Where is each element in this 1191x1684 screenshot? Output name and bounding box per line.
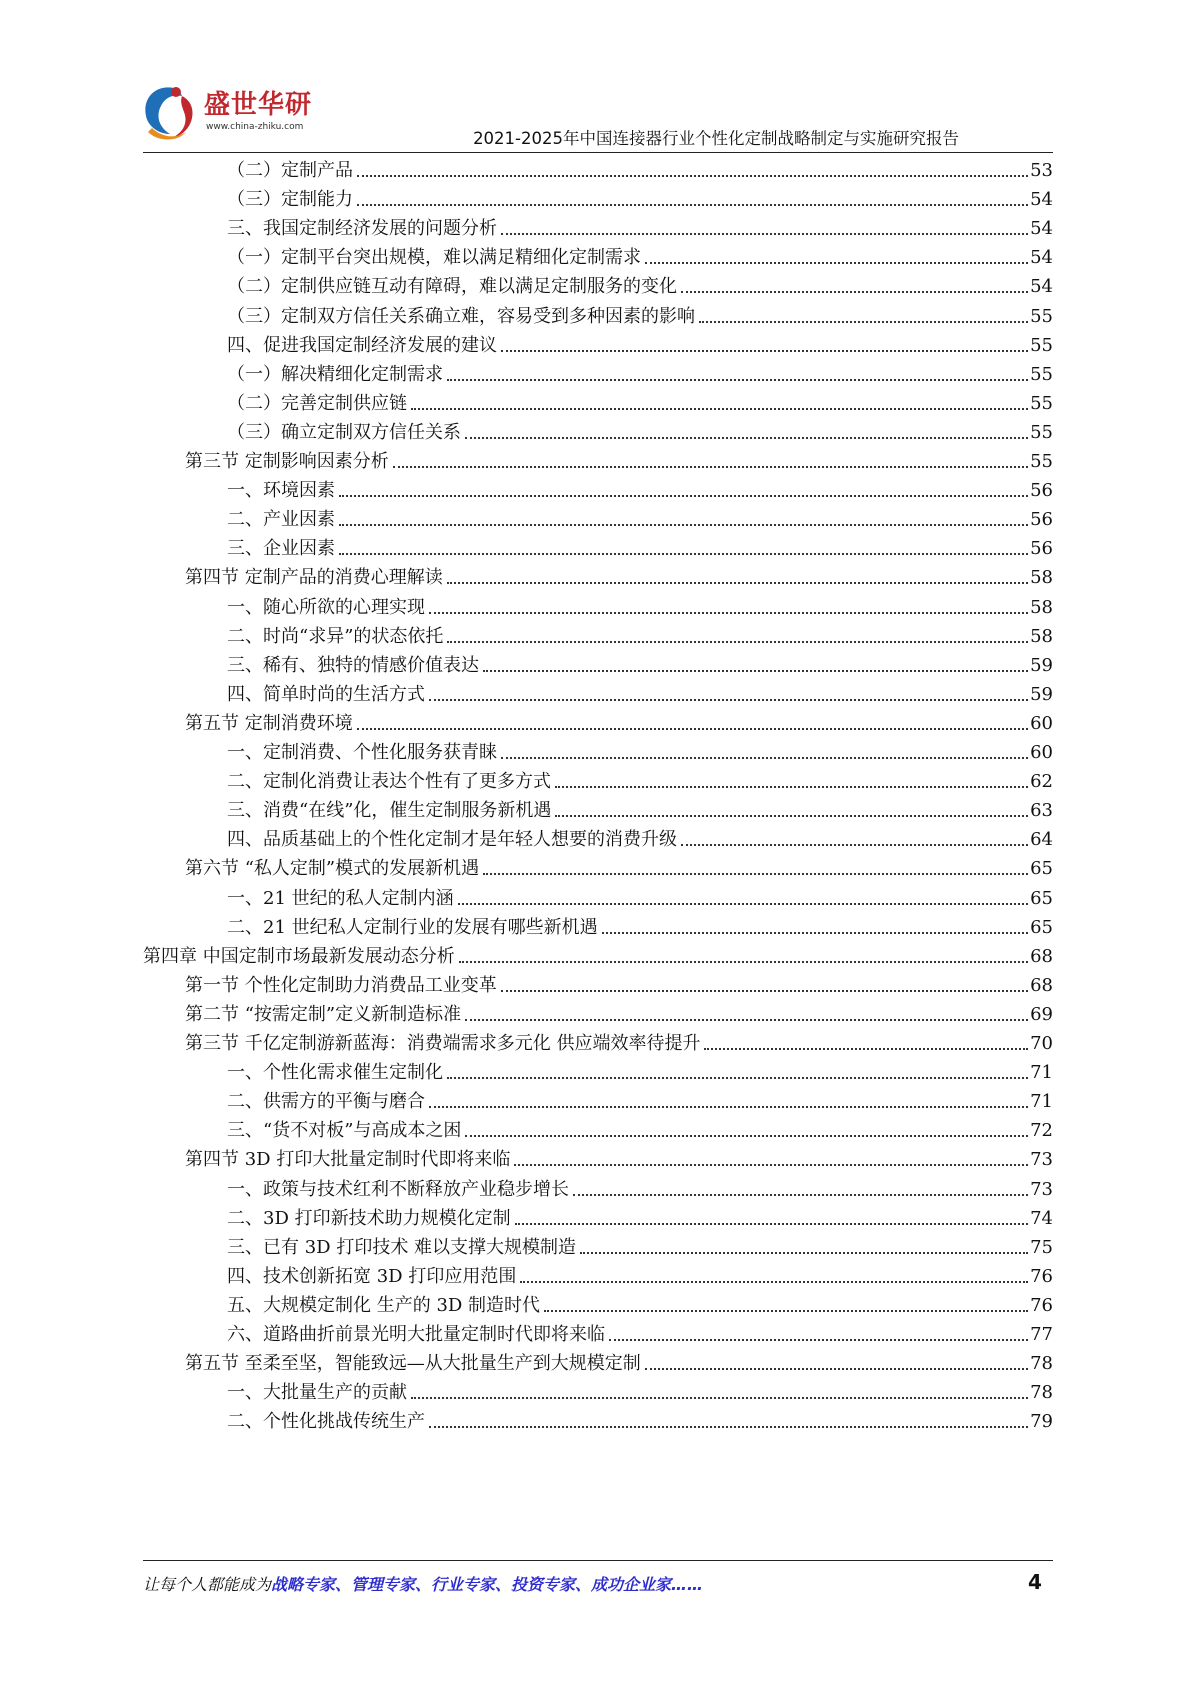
toc-entry-page: 54 — [1030, 276, 1053, 298]
toc-entry[interactable] — [227, 617, 1053, 648]
toc-entry[interactable] — [227, 1170, 1053, 1201]
toc-entry[interactable] — [227, 791, 1053, 822]
toc-entry[interactable] — [227, 1257, 1053, 1288]
toc-entry-page: 53 — [1030, 160, 1053, 181]
toc-leader-dots — [447, 379, 1028, 381]
toc-entry-label: 一、定制消费、个性化服务获青睐 — [227, 742, 497, 763]
toc-entry-label: 三、我国定制经济发展的问题分析 — [227, 218, 497, 240]
toc-leader-dots — [458, 903, 1028, 905]
toc-entry[interactable] — [227, 1402, 1053, 1433]
toc-entry[interactable] — [227, 908, 1053, 939]
toc-entry-label: 一、21 世纪的私人定制内涵 — [227, 887, 454, 909]
toc-entry-page: 76 — [1030, 1265, 1053, 1287]
toc-entry-label: 一、政策与技术红利不断释放产业稳步增长 — [227, 1178, 569, 1200]
toc-entry-label: 一、环境因素 — [227, 480, 335, 502]
toc-entry-label: 四、简单时尚的生活方式 — [227, 683, 425, 705]
toc-leader-dots — [447, 641, 1028, 643]
toc-entry-page: 55 — [1030, 392, 1053, 414]
toc-leader-dots — [645, 1368, 1028, 1370]
toc-entry[interactable] — [227, 1082, 1053, 1113]
toc-entry-label: 第四节 定制产品的消费心理解读 — [185, 567, 443, 589]
toc-entry-label: 二、时尚“求异”的状态依托 — [227, 625, 444, 647]
toc-leader-dots — [514, 1164, 1028, 1166]
toc-leader-dots — [501, 350, 1028, 352]
toc-entry[interactable] — [227, 471, 1053, 502]
toc-entry-label: 三、消费“在线”化，催生定制服务新机遇 — [227, 800, 552, 822]
toc-entry-page: 59 — [1030, 683, 1053, 705]
toc-entry[interactable] — [185, 1344, 1053, 1375]
toc-leader-dots — [573, 1194, 1028, 1196]
toc-leader-dots — [429, 699, 1028, 701]
toc-leader-dots — [429, 612, 1028, 614]
toc-entry[interactable] — [227, 413, 1053, 444]
toc-entry-label: （一）定制平台突出规模，难以满足精细化定制需求 — [227, 247, 641, 269]
toc-entry-label: 二、3D 打印新技术助力规模化定制 — [227, 1207, 511, 1229]
toc-entry[interactable] — [185, 558, 1053, 589]
toc-entry-page: 78 — [1030, 1353, 1053, 1375]
toc-entry[interactable] — [227, 297, 1053, 328]
toc-leader-dots — [501, 233, 1028, 235]
toc-leader-dots — [555, 786, 1028, 788]
toc-entry[interactable] — [227, 209, 1053, 240]
toc-leader-dots — [459, 961, 1028, 963]
toc-entry[interactable] — [227, 1286, 1053, 1317]
toc-entry[interactable] — [227, 1315, 1053, 1346]
toc-entry[interactable] — [227, 1228, 1053, 1259]
toc-entry-page: 63 — [1030, 800, 1053, 822]
toc-entry-label: 四、技术创新拓宽 3D 打印应用范围 — [227, 1265, 517, 1287]
toc-entry[interactable] — [227, 646, 1053, 677]
toc-entry-label: （二）定制供应链互动有障碍，难以满足定制服务的变化 — [227, 276, 677, 298]
toc-entry-label: 第五节 定制消费环境 — [185, 712, 353, 734]
toc-entry-label: 第四节 3D 打印大批量定制时代即将来临 — [185, 1149, 511, 1171]
toc-entry-label: 二、21 世纪私人定制行业的发展有哪些新机遇 — [227, 916, 598, 938]
toc-entry-page: 64 — [1030, 829, 1053, 851]
toc-entry[interactable] — [227, 529, 1053, 560]
toc-entry-label: 三、已有 3D 打印技术 难以支撑大规模制造 — [227, 1236, 577, 1258]
toc-entry-label: （三）定制能力 — [227, 189, 353, 211]
toc-entry[interactable] — [185, 995, 1053, 1026]
toc-entry[interactable] — [185, 1024, 1053, 1055]
toc-entry-label: 六、道路曲折前景光明大批量定制时代即将来临 — [227, 1324, 605, 1345]
toc-leader-dots — [544, 1310, 1028, 1312]
toc-entry-page: 79 — [1030, 1411, 1053, 1433]
toc-entry[interactable] — [185, 849, 1053, 880]
toc-entry[interactable] — [227, 326, 1053, 357]
toc-entry-label: 第二节 “按需定制”定义新制造标准 — [185, 1003, 462, 1025]
toc-leader-dots — [447, 582, 1028, 584]
toc-entry-page: 54 — [1030, 218, 1053, 240]
toc-leader-dots — [681, 844, 1028, 846]
document-title: 2021-2025年中国连接器行业个性化定制战略制定与实施研究报告 — [473, 129, 959, 148]
toc-leader-dots — [339, 524, 1028, 526]
toc-entry-label: 二、个性化挑战传统生产 — [227, 1411, 425, 1433]
toc-entry-page: 78 — [1030, 1382, 1053, 1404]
toc-entry-page: 77 — [1030, 1324, 1053, 1345]
toc-entry-label: 一、随心所欲的心理实现 — [227, 596, 425, 618]
toc-leader-dots — [465, 1019, 1028, 1021]
toc-entry-page: 71 — [1030, 1091, 1053, 1113]
toc-leader-dots — [501, 990, 1028, 992]
logo-url: www.china-zhiku.com — [206, 122, 304, 132]
toc-entry-label: 二、定制化消费让表达个性有了更多方式 — [227, 771, 551, 793]
toc-leader-dots — [483, 873, 1028, 875]
toc-entry-page: 58 — [1030, 596, 1053, 618]
toc-entry-page: 56 — [1030, 509, 1053, 531]
toc-entry[interactable] — [227, 1111, 1053, 1142]
toc-entry-label: 四、品质基础上的个性化定制才是年轻人想要的消费升级 — [227, 829, 677, 851]
toc-entry[interactable] — [227, 151, 1053, 182]
toc-entry-page: 72 — [1030, 1120, 1053, 1142]
toc-entry-label: 二、产业因素 — [227, 509, 335, 531]
toc-entry-label: （二）完善定制供应链 — [227, 392, 407, 414]
toc-leader-dots — [393, 466, 1028, 468]
toc-leader-dots — [704, 1048, 1028, 1050]
toc-entry-page: 65 — [1030, 858, 1053, 880]
toc-entry-label: 第六节 “私人定制”模式的发展新机遇 — [185, 858, 480, 880]
toc-entry-page: 73 — [1030, 1178, 1053, 1200]
toc-entry-page: 65 — [1030, 916, 1053, 938]
footer-highlight: 战略专家、管理专家、行业专家、投资专家、成功企业家…… — [271, 1575, 704, 1594]
toc-entry-page: 73 — [1030, 1149, 1053, 1171]
toc-leader-dots — [483, 670, 1028, 672]
toc-leader-dots — [602, 932, 1028, 934]
toc-leader-dots — [339, 553, 1028, 555]
toc-leader-dots — [357, 175, 1028, 177]
toc-entry-page: 58 — [1030, 625, 1053, 647]
toc-leader-dots — [580, 1252, 1028, 1254]
toc-entry-page: 55 — [1030, 334, 1053, 356]
toc-entry-page: 60 — [1030, 742, 1053, 763]
toc-entry[interactable] — [227, 180, 1053, 211]
toc-entry[interactable] — [227, 384, 1053, 415]
toc-entry-label: 一、大批量生产的贡献 — [227, 1382, 407, 1404]
toc-entry-label: 五、大规模定制化 生产的 3D 制造时代 — [227, 1294, 541, 1316]
toc-entry-label: 第三节 定制影响因素分析 — [185, 451, 389, 472]
toc-entry-page: 59 — [1030, 654, 1053, 676]
footer-slogan — [143, 1572, 703, 1595]
logo-swirl-icon — [138, 82, 200, 144]
toc-leader-dots — [555, 815, 1028, 817]
toc-leader-dots — [681, 291, 1028, 293]
toc-entry[interactable] — [227, 1199, 1053, 1230]
toc-leader-dots — [339, 495, 1028, 497]
toc-leader-dots — [465, 437, 1028, 439]
toc-entry-label: 第一节 个性化定制助力消费品工业变革 — [185, 974, 497, 996]
toc-entry-page: 60 — [1030, 712, 1053, 734]
toc-entry[interactable] — [185, 442, 1053, 473]
toc-leader-dots — [515, 1223, 1028, 1225]
toc-entry-page: 56 — [1030, 538, 1053, 560]
toc-entry-page: 55 — [1030, 451, 1053, 472]
toc-entry-page: 65 — [1030, 887, 1053, 909]
toc-entry-page: 56 — [1030, 480, 1053, 502]
toc-entry-label: （二）定制产品 — [227, 160, 353, 181]
toc-leader-dots — [609, 1339, 1028, 1341]
page-number: 4 — [1028, 1570, 1042, 1594]
toc-leader-dots — [429, 1106, 1028, 1108]
toc-entry[interactable] — [185, 966, 1053, 997]
toc-entry[interactable] — [227, 588, 1053, 619]
toc-entry-page: 71 — [1030, 1062, 1053, 1084]
toc-entry-page: 69 — [1030, 1003, 1053, 1025]
toc-entry-page: 74 — [1030, 1207, 1053, 1229]
toc-leader-dots — [411, 1397, 1028, 1399]
toc-entry[interactable] — [227, 675, 1053, 706]
toc-entry[interactable] — [227, 238, 1053, 269]
toc-entry-page: 70 — [1030, 1033, 1053, 1054]
toc-leader-dots — [357, 728, 1028, 730]
toc-entry-label: 三、企业因素 — [227, 538, 335, 560]
toc-entry-page: 62 — [1030, 771, 1053, 793]
toc-entry-page: 54 — [1030, 189, 1053, 211]
toc-entry[interactable] — [227, 355, 1053, 386]
toc-entry-label: 第四章 中国定制市场最新发展动态分析 — [143, 945, 455, 967]
page-header — [0, 0, 1191, 150]
toc-entry[interactable] — [227, 879, 1053, 910]
toc-leader-dots — [645, 262, 1028, 264]
toc-entry[interactable] — [227, 733, 1053, 764]
toc-entry-page: 68 — [1030, 974, 1053, 996]
logo-text: 盛世华研 — [204, 90, 313, 120]
toc-entry[interactable] — [185, 1140, 1053, 1171]
toc-entry-page: 58 — [1030, 567, 1053, 589]
toc-leader-dots — [447, 1077, 1028, 1079]
toc-entry-label: 第五节 至柔至坚，智能致远—从大批量生产到大规模定制 — [185, 1353, 641, 1375]
toc-entry[interactable] — [227, 267, 1053, 298]
toc-entry-label: 一、个性化需求催生定制化 — [227, 1062, 443, 1084]
toc-entry-page: 55 — [1030, 305, 1053, 327]
toc-leader-dots — [429, 1426, 1028, 1428]
toc-entry-label: 四、促进我国定制经济发展的建议 — [227, 334, 497, 356]
toc-entry-page: 76 — [1030, 1294, 1053, 1316]
toc-entry[interactable] — [227, 762, 1053, 793]
toc-entry-label: （一）解决精细化定制需求 — [227, 363, 443, 385]
toc-leader-dots — [699, 321, 1028, 323]
toc-entry-label: （三）定制双方信任关系确立难，容易受到多种因素的影响 — [227, 305, 695, 327]
toc-leader-dots — [357, 204, 1028, 206]
toc-entry[interactable] — [143, 937, 1053, 968]
toc-entry[interactable] — [185, 704, 1053, 735]
footer-divider — [143, 1560, 1053, 1561]
toc-entry-label: 三、“货不对板”与高成本之困 — [227, 1120, 462, 1142]
toc-leader-dots — [520, 1281, 1028, 1283]
toc-leader-dots — [465, 1135, 1028, 1137]
toc-entry-page: 55 — [1030, 421, 1053, 443]
toc-leader-dots — [411, 408, 1028, 410]
footer-prefix: 让每个人都能成为 — [143, 1575, 272, 1594]
toc-entry-page: 54 — [1030, 247, 1053, 269]
toc-entry-page: 75 — [1030, 1236, 1053, 1258]
toc-entry-page: 68 — [1030, 945, 1053, 967]
toc-entry-label: （三）确立定制双方信任关系 — [227, 421, 461, 443]
toc-entry[interactable] — [227, 1053, 1053, 1084]
toc-entry-label: 二、供需方的平衡与磨合 — [227, 1091, 425, 1113]
toc-entry-page: 55 — [1030, 363, 1053, 385]
toc-entry-label: 第三节 千亿定制游新蓝海：消费端需求多元化 供应端效率待提升 — [185, 1033, 701, 1054]
toc-entry[interactable] — [227, 500, 1053, 531]
toc-entry-label: 三、稀有、独特的情感价值表达 — [227, 654, 479, 676]
toc-entry[interactable] — [227, 820, 1053, 851]
toc-entry[interactable] — [227, 1373, 1053, 1404]
toc-leader-dots — [501, 757, 1028, 759]
company-logo — [138, 82, 338, 144]
